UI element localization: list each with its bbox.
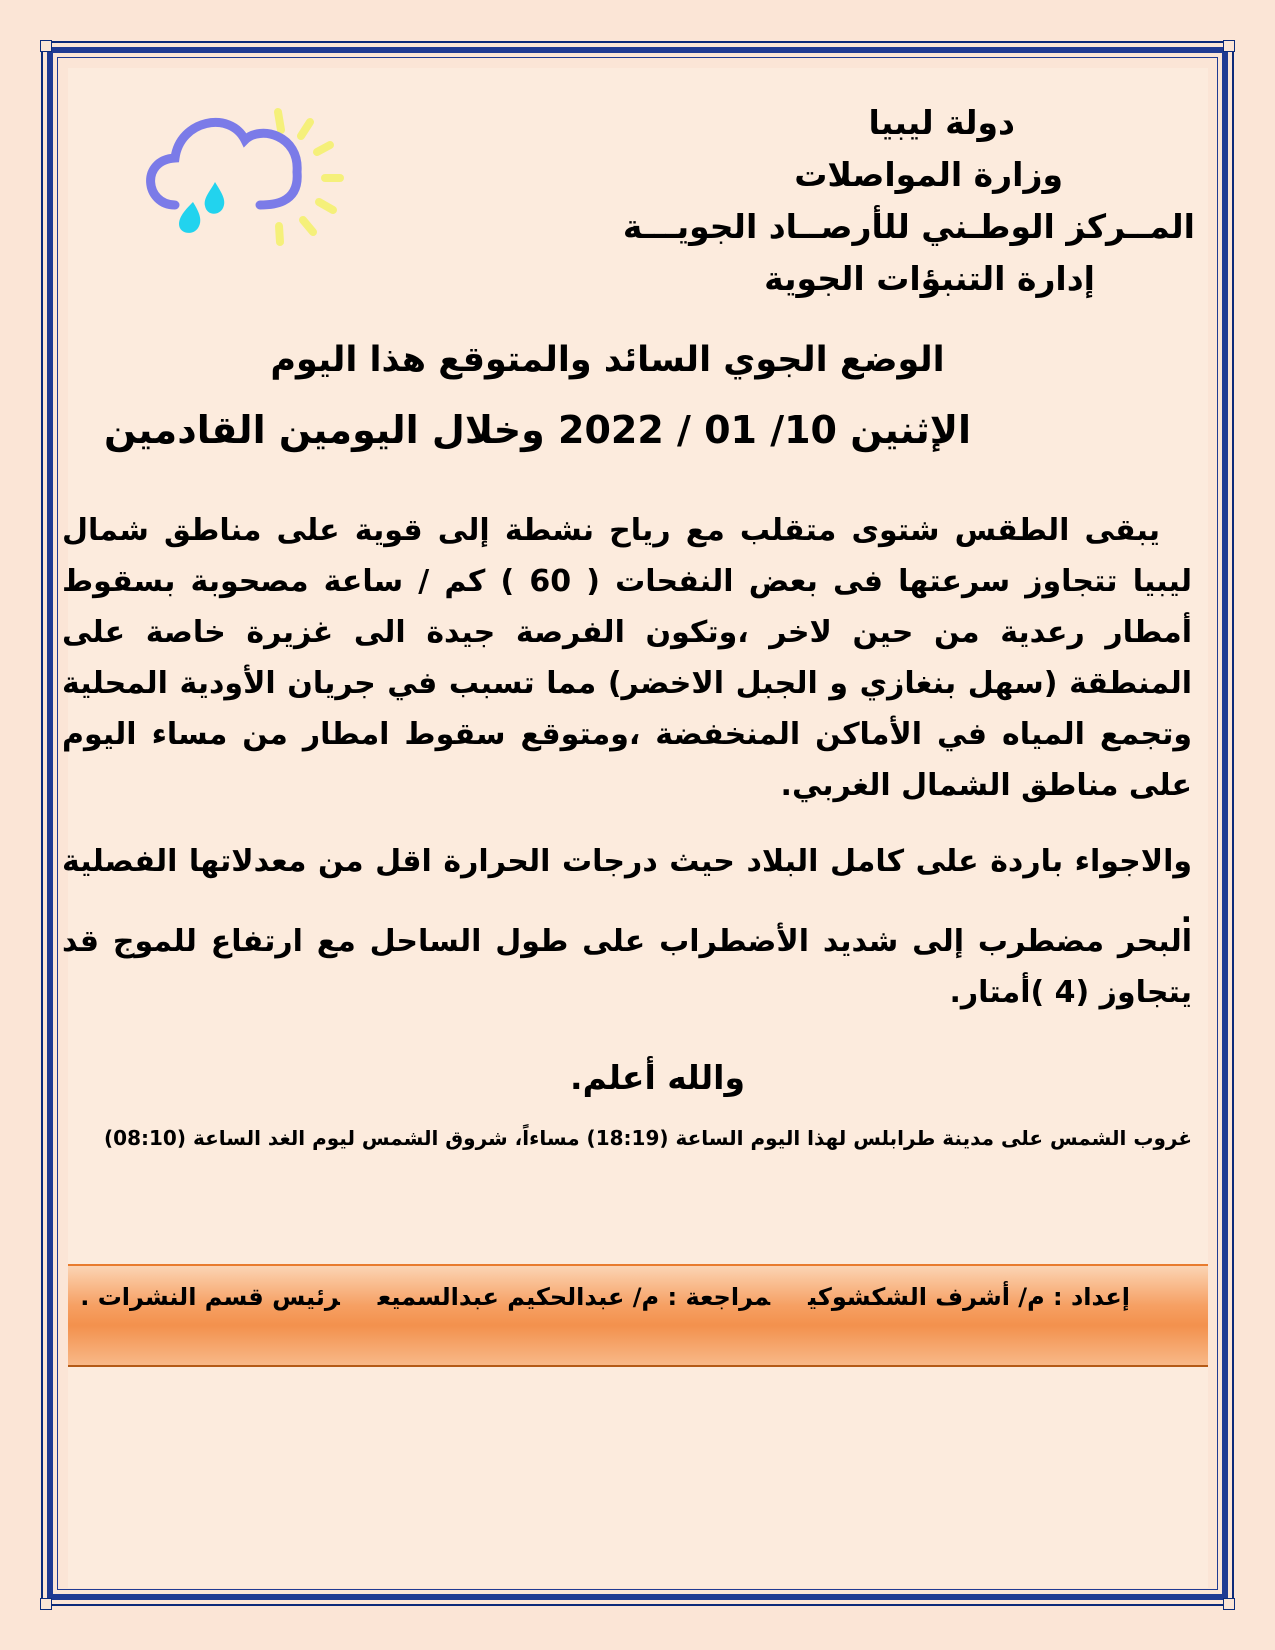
prepared-by: إعداد : م/ أشرف الشكشوكي [808, 1283, 1130, 1311]
ministry-name: وزارة المواصلات [794, 155, 1063, 194]
reviewed-by: مراجعة : م/ عبدالحكيم عبدالسميع [377, 1283, 771, 1311]
footer-band [68, 1264, 1208, 1367]
forecast-paragraph: يبقى الطقس شتوى متقلب مع رياح نشطة إلى قوية على مناطق شمال ليبيا تتجاوز سرعتها فى بعض النفحات ( 60 ) كم / ساعة مصحوبة بسقوط أمطار رعدية من حين لاخر ،وتكون الفرصة جيدة الى غزيرة خاصة على المنطقة (سهل بنغازي و الجبل الاخضر) مما تسبب في جريان الأودية المحلية وتجمع المياه في الأماكن المنخفضة ،ومتوقع سقوط امطار من مساء اليوم على مناطق الشمال الغربي. [62, 513, 1192, 803]
report-title: الوضع الجوي السائد والمتوقع هذا اليوم [270, 340, 945, 380]
corner-ornament [1223, 40, 1235, 52]
reviewer-role: رئيس قسم النشرات . [80, 1283, 340, 1311]
corner-ornament [40, 40, 52, 52]
sea-state-paragraph: البحر مضطرب إلى شديد الأضطراب على طول الساحل مع ارتفاع للموج قد يتجاوز (4 )أمتار. [62, 924, 1192, 1010]
corner-ornament [1223, 1598, 1235, 1610]
country-name: دولة ليبيا [868, 103, 1015, 142]
closing-phrase: والله أعلم. [570, 1058, 745, 1097]
footer-credits [42, 1283, 1130, 1311]
report-date: الإثنين 10/ 01 / 2022 وخلال اليومين القادمين [103, 408, 972, 452]
sunset-sunrise-note: غروب الشمس على مدينة طرابلس لهذا اليوم الساعة (18:19) مساءاً، شروق الشمس ليوم الغد الساعة (08:10) [104, 1126, 1192, 1150]
rain-cloud-sun-icon [135, 100, 375, 260]
department-name: إدارة التنبؤات الجوية [764, 259, 1095, 298]
corner-ornament [40, 1598, 52, 1610]
temperature-paragraph: والاجواء باردة على كامل البلاد حيث درجات الحرارة اقل من معدلاتها الفصلية . [62, 844, 1192, 930]
letterhead [495, 97, 1195, 305]
center-name: المــركز الوطـني للأرصــاد الجويـــة [622, 207, 1195, 246]
